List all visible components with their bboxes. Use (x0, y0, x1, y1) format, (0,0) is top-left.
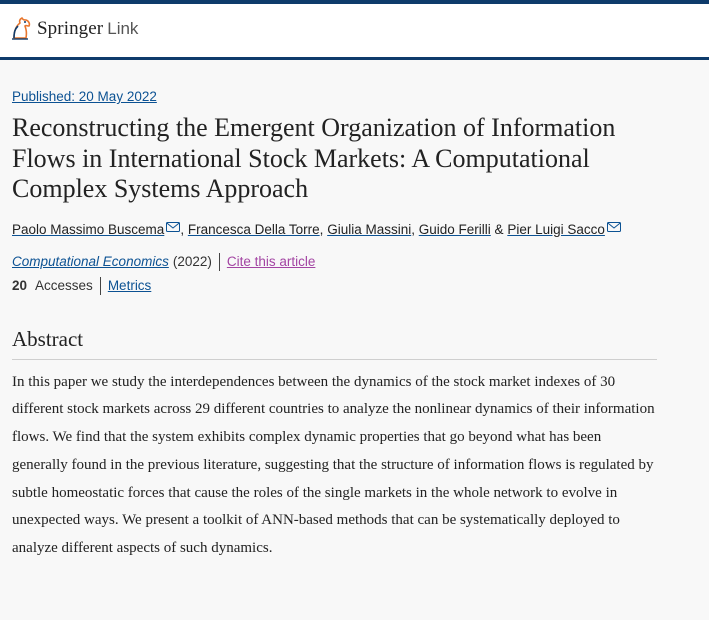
journal-link[interactable]: Computational Economics (12, 254, 169, 269)
metrics-link[interactable]: Metrics (107, 278, 152, 293)
author-list (12, 222, 657, 237)
abstract-heading: Abstract (12, 327, 657, 360)
accesses-count: 20 (12, 278, 28, 293)
site-header (0, 0, 709, 60)
author-link[interactable]: Paolo Massimo Buscema (12, 221, 165, 237)
logo-brand: Springer (37, 18, 104, 39)
springerlink-logo[interactable] (10, 17, 138, 41)
accesses-label: Accesses (35, 278, 93, 293)
author-link[interactable]: Pier Luigi Sacco (507, 221, 605, 237)
divider (219, 253, 220, 271)
author-separator: , (411, 221, 415, 237)
logo-sub: Link (107, 19, 139, 38)
cite-this-article-link[interactable]: Cite this article (226, 254, 316, 269)
divider (100, 277, 101, 295)
author-separator: , (319, 221, 324, 237)
abstract-text: In this paper we study the interdependences between the dynamics of the stock market indexes of 30 different stock markets across 29 different countries to analyze the nonlinear dynamics of their information flows. We find that the system exhibits complex dynamic properties that go beyond what has been generally found in the previous literature, suggesting that the structure of information flows is regulated by subtle homeostatic forces that cause the roles of the single markets in the whole network to evolve in unexpected ways. We present a toolkit of ANN-based methods that can be systematically deployed to analyze different aspects of such dynamics. (12, 373, 655, 557)
article-title: Reconstructing the Emergent Organization of Information Flows in International Stock Markets: A Computational Complex Systems Approach (12, 113, 616, 203)
article-content (12, 88, 657, 563)
author-joiner: & (494, 221, 504, 237)
email-icon[interactable] (607, 222, 621, 232)
published-date-link[interactable]: Published: 20 May 2022 (12, 89, 157, 104)
metrics-line (12, 277, 657, 295)
author-link[interactable]: Francesca Della Torre (187, 221, 320, 237)
journal-line (12, 253, 657, 271)
author-separator: , (180, 221, 185, 237)
publication-year: (2022) (172, 254, 212, 269)
author-link[interactable]: Giulia Massini (327, 221, 412, 237)
springer-horse-icon (10, 17, 32, 41)
author-link[interactable]: Guido Ferilli (418, 221, 491, 237)
email-icon[interactable] (166, 222, 180, 232)
